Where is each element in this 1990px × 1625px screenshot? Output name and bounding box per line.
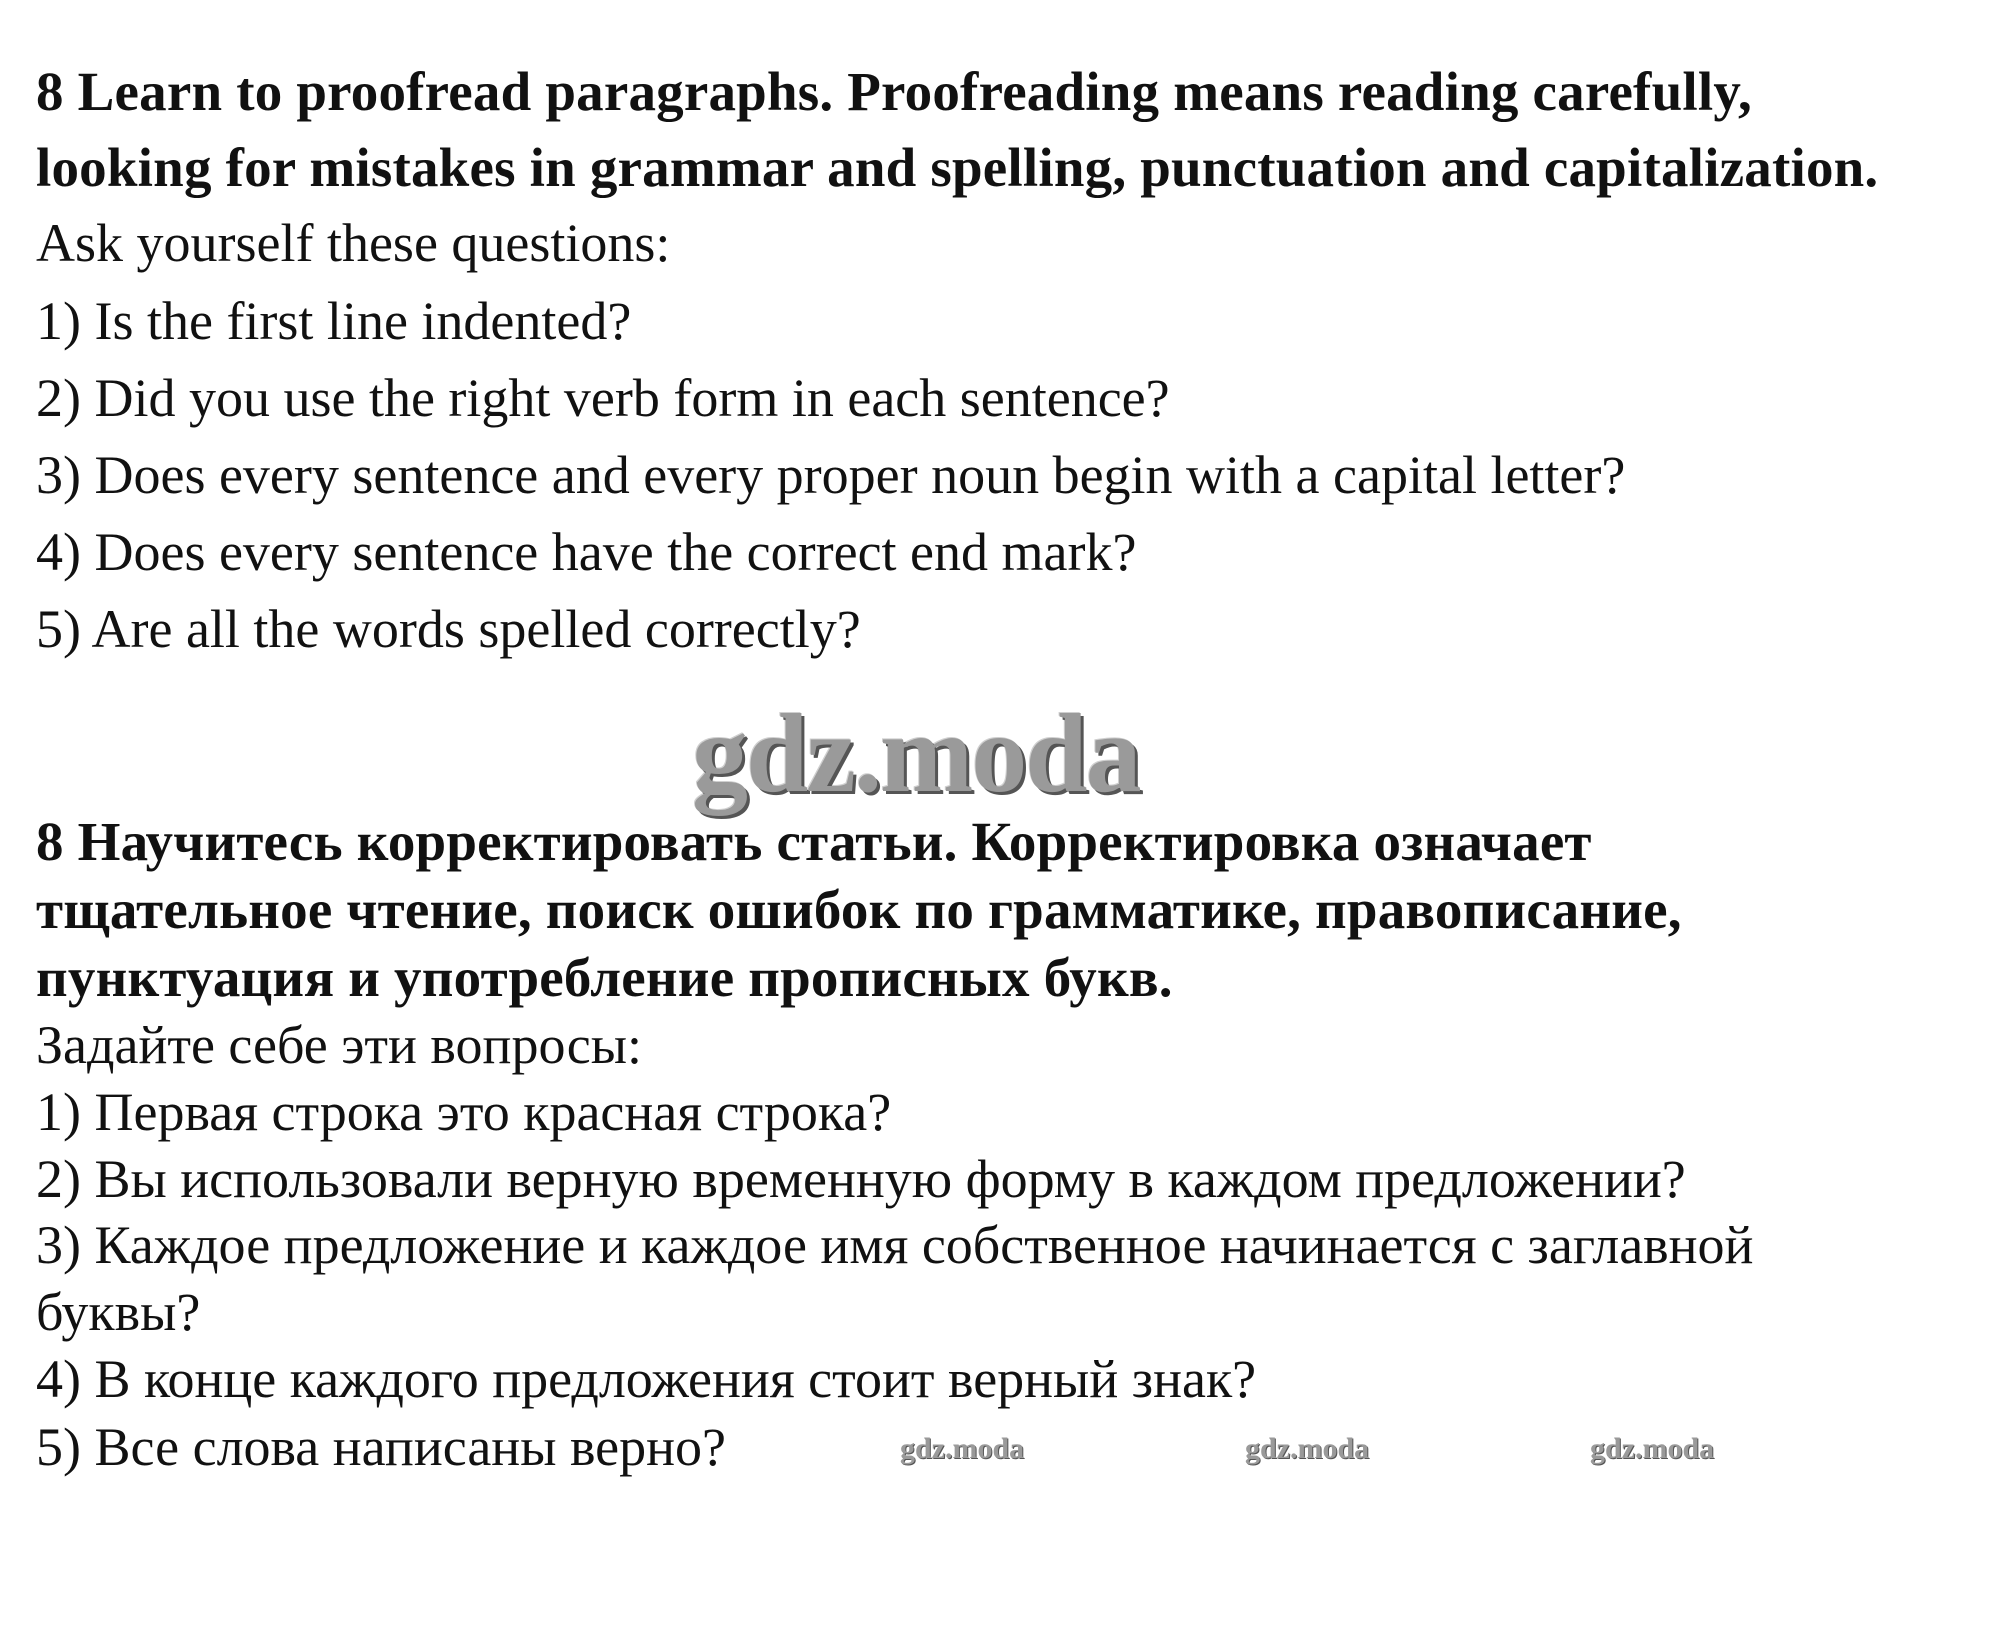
russian-heading-line-1: 8 Научитесь корректировать статьи. Корректировка означает (36, 811, 1592, 872)
russian-heading-line-2: тщательное чтение, поиск ошибок по грамматике, правописание, (36, 879, 1682, 940)
watermark-logo: gdz.moda (692, 692, 1140, 816)
english-question-5: 5) Are all the words spelled correctly? (36, 599, 861, 659)
russian-question-3: 3) Каждое предложение и каждое имя собственное начинается с заглавной (36, 1215, 1754, 1275)
watermark-small-3: gdz.moda (1590, 1432, 1715, 1465)
russian-question-1: 1) Первая строка это красная строка? (36, 1082, 892, 1142)
russian-intro: Задайте себе эти вопросы: (36, 1015, 643, 1075)
watermark-small-1: gdz.moda (900, 1432, 1025, 1465)
english-question-4: 4) Does every sentence have the correct end mark? (36, 522, 1137, 582)
english-question-2: 2) Did you use the right verb form in each sentence? (36, 368, 1170, 428)
russian-question-2: 2) Вы использовали верную временную форму в каждом предложении? (36, 1149, 1686, 1209)
english-intro: Ask yourself these questions: (36, 213, 671, 273)
russian-question-3-continued: буквы? (36, 1282, 201, 1342)
english-question-3: 3) Does every sentence and every proper noun begin with a capital letter? (36, 445, 1626, 505)
english-heading-line-2: looking for mistakes in grammar and spelling, punctuation and capitalization. (36, 137, 1879, 198)
russian-question-4: 4) В конце каждого предложения стоит верный знак? (36, 1349, 1257, 1409)
english-question-1: 1) Is the first line indented? (36, 291, 632, 351)
english-heading-line-1: 8 Learn to proofread paragraphs. Proofreading means reading carefully, (36, 61, 1752, 122)
russian-question-5: 5) Все слова написаны верно? (36, 1417, 727, 1477)
watermark-small-2: gdz.moda (1245, 1432, 1370, 1465)
russian-heading-line-3: пунктуация и употребление прописных букв. (36, 947, 1173, 1008)
